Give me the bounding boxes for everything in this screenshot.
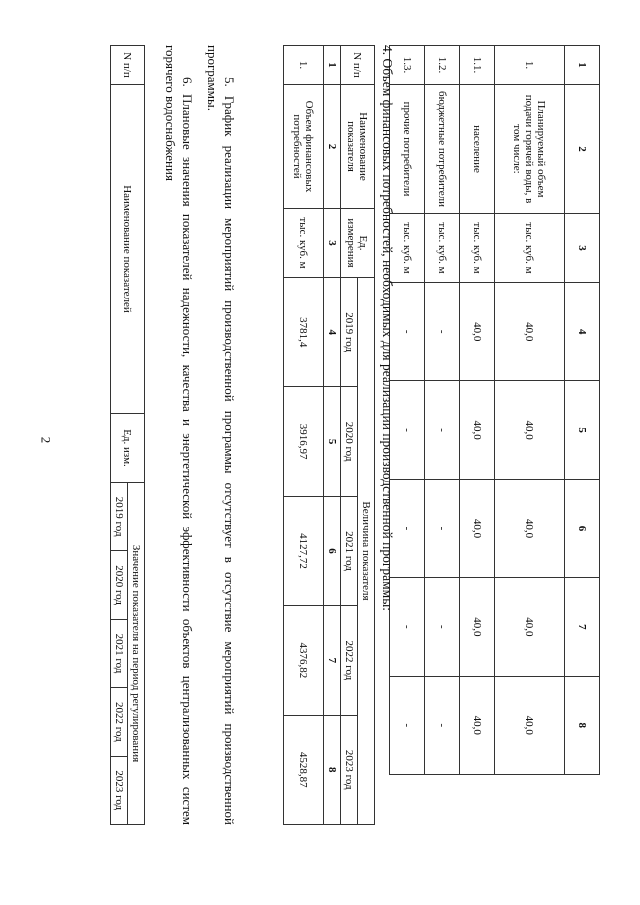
header-cell: 2 <box>565 85 600 214</box>
year-header: 2023 год <box>111 756 128 824</box>
section-6-text: 6. Плановые значения показателей надежности, качества и энергетической эффективности объектов централизованных систем горячего водоснабжения <box>163 45 195 825</box>
number-cell: 8 <box>324 715 341 824</box>
year-header: 2019 год <box>341 278 358 387</box>
col-header-n: N п/п <box>111 46 145 85</box>
number-row <box>324 46 341 825</box>
table-cell: - <box>425 578 460 676</box>
table-hot-water-volume <box>389 45 600 775</box>
header-cell: 7 <box>565 578 600 676</box>
table-cell: 1.1. <box>460 46 495 85</box>
year-header: 2019 год <box>111 483 128 551</box>
table-cell: 1.2. <box>425 46 460 85</box>
table-cell: 40,0 <box>495 283 565 381</box>
section-4-heading: 4. Объем финансовых потребностей, необходимых для реализации производственной программы: <box>380 45 395 612</box>
number-cell: 4 <box>324 278 341 387</box>
table-cell: 4127,72 <box>284 496 324 605</box>
col-header-name: Наименование показателей <box>111 85 145 414</box>
col-header-name: Наименование показателя <box>341 85 375 209</box>
table-cell: 4376,82 <box>284 606 324 715</box>
table-cell: тыс. куб. м <box>460 214 495 283</box>
table-cell: 40,0 <box>460 283 495 381</box>
col-header-unit: Ед. измерения <box>341 209 375 278</box>
number-cell: 3 <box>324 209 341 278</box>
year-header: 2021 год <box>111 619 128 687</box>
table-cell: 40,0 <box>460 479 495 577</box>
year-header: 2020 год <box>341 387 358 496</box>
header-cell: 4 <box>565 283 600 381</box>
table-cell: 1. <box>284 46 324 85</box>
year-header: 2022 год <box>111 688 128 756</box>
table-cell: 3781,4 <box>284 278 324 387</box>
table-cell: 40,0 <box>495 479 565 577</box>
table-cell: - <box>390 578 425 676</box>
table-cell: 40,0 <box>495 578 565 676</box>
number-cell: 2 <box>324 85 341 209</box>
year-header: 2023 год <box>341 715 358 824</box>
table-cell: - <box>425 283 460 381</box>
table-cell: тыс. куб. м <box>425 214 460 283</box>
page-number: 2 <box>38 436 54 444</box>
number-cell: 1 <box>324 46 341 85</box>
header-cell: 8 <box>565 676 600 774</box>
number-cell: 6 <box>324 496 341 605</box>
table-cell: прочие потребители <box>390 85 425 214</box>
table-header-row <box>565 46 600 775</box>
table-cell: 1.3. <box>390 46 425 85</box>
table-cell: - <box>390 381 425 479</box>
table-cell: 40,0 <box>495 381 565 479</box>
table-cell: 40,0 <box>460 381 495 479</box>
year-header: 2021 год <box>341 496 358 605</box>
section-5-text: 5. График реализации мероприятий производственной программы отсутствует в отсутствие мероприятий производственной программы. <box>205 45 237 825</box>
number-cell: 7 <box>324 606 341 715</box>
table-cell: 1. <box>495 46 565 85</box>
col-header-value: Величина показателя <box>358 278 375 825</box>
table-cell: 40,0 <box>495 676 565 774</box>
rotated-page-content <box>40 45 600 865</box>
col-header-n: N п/п <box>341 46 375 85</box>
table-financial-needs <box>283 45 375 825</box>
year-header: 2020 год <box>111 551 128 619</box>
table-cell: население <box>460 85 495 214</box>
table-cell: - <box>425 479 460 577</box>
table-row <box>425 46 460 775</box>
col-header-value: Значение показателя на период регулирования <box>128 483 145 825</box>
table-cell: - <box>425 676 460 774</box>
table-row <box>495 46 565 775</box>
table-cell: 40,0 <box>460 578 495 676</box>
table-cell: - <box>390 479 425 577</box>
table-cell: - <box>390 676 425 774</box>
table-indicators <box>110 45 145 825</box>
table-cell: 40,0 <box>460 676 495 774</box>
table-row <box>284 46 324 825</box>
table-cell: Объем финансовых потребностей <box>284 85 324 209</box>
header-cell: 3 <box>565 214 600 283</box>
table-cell: - <box>425 381 460 479</box>
table-cell: тыс. куб. м <box>284 209 324 278</box>
number-cell: 5 <box>324 387 341 496</box>
table-cell: - <box>390 283 425 381</box>
table-cell: Планируемый объем подачи горячей воды, в том числе: <box>495 85 565 214</box>
header-cell: 6 <box>565 479 600 577</box>
header-cell: 5 <box>565 381 600 479</box>
table-cell: бюджетные потребители <box>425 85 460 214</box>
table-row <box>460 46 495 775</box>
table-cell: тыс. куб. м <box>495 214 565 283</box>
header-cell: 1 <box>565 46 600 85</box>
year-header: 2022 год <box>341 606 358 715</box>
col-header-unit: Ед. изм. <box>111 414 145 483</box>
table-cell: тыс. куб. м <box>390 214 425 283</box>
table-cell: 4528,87 <box>284 715 324 824</box>
table-cell: 3916,97 <box>284 387 324 496</box>
